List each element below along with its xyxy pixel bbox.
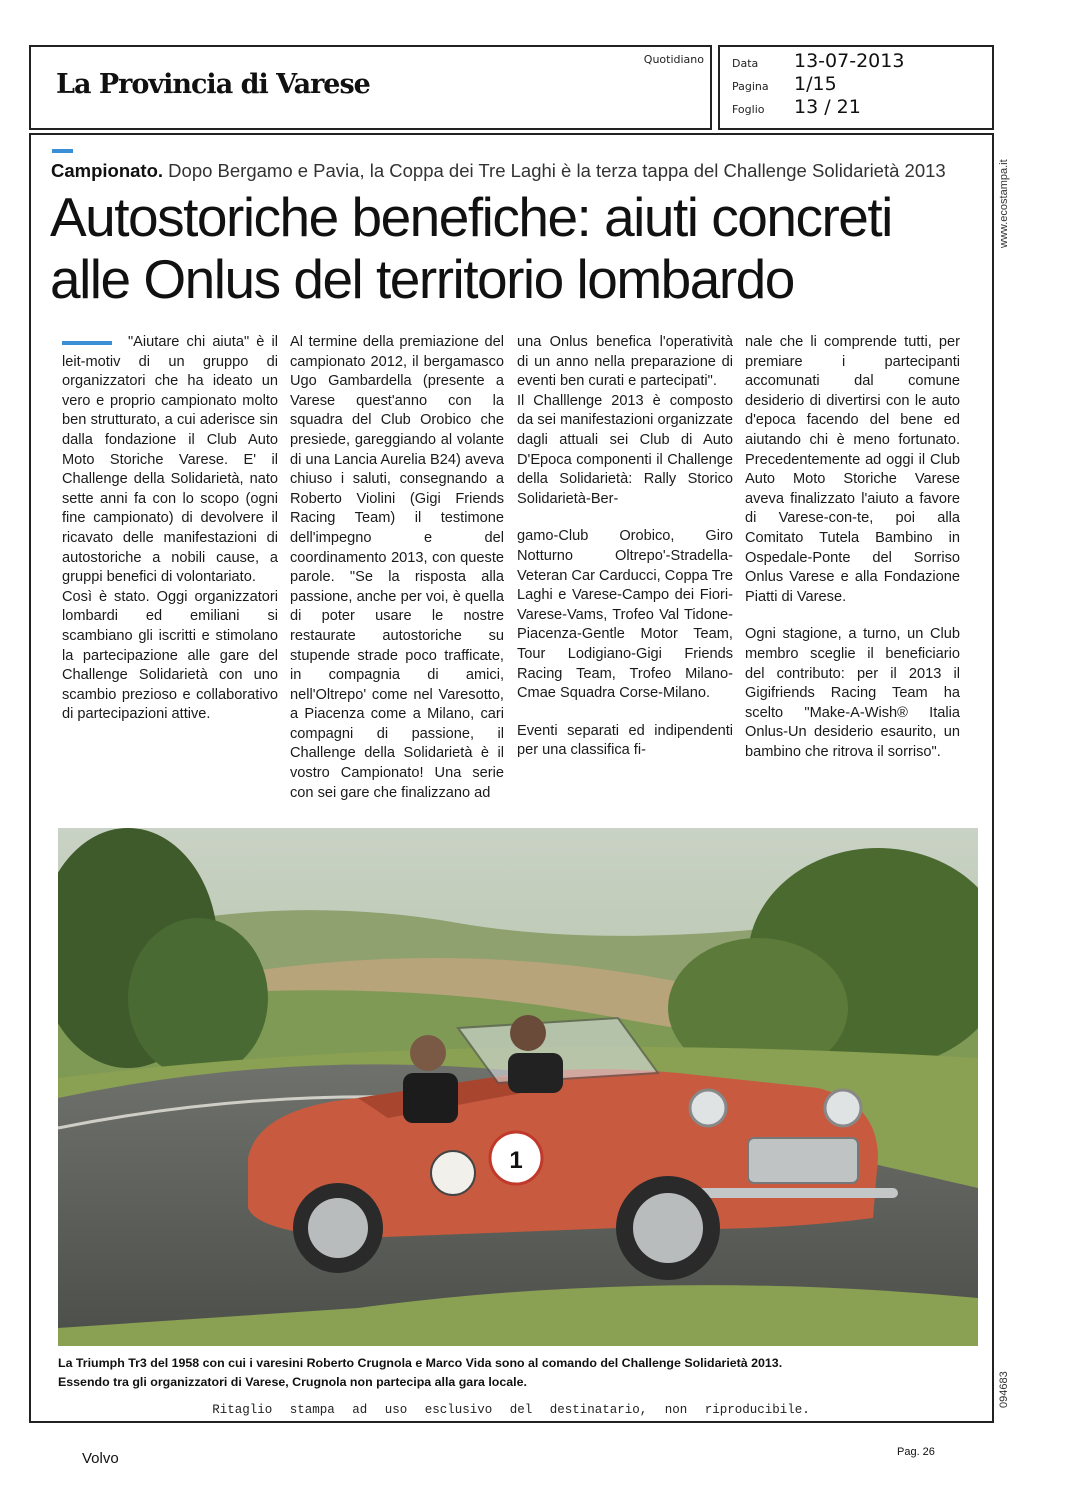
meta-value-date: 13-07-2013 xyxy=(794,50,905,72)
meta-value-sheet: 13 / 21 xyxy=(794,96,861,118)
client-name: Volvo xyxy=(82,1450,119,1467)
metadata-box xyxy=(718,45,994,130)
col3-paragraph-2: Il Challlenge 2013 è composto da sei manifestazioni organizzate dagli attuali sei Club di Auto D'Epoca componenti il Challenge della Solidarietà: Rally Storico Solidarietà-Ber- xyxy=(517,392,733,507)
col1-paragraph-1: "Aiutare chi aiuta" è il leit-motiv di un gruppo di organizzatori che ha ideato un vero e proprio campionato molto ben strutturato, a cui aderisce sin dalla fondazione il Club Auto Moto Storiche Varese. E' il Challenge della Solidarietà, nato sette anni fa con lo scopo (ogni fine campionato) di devolvere il ricavato delle manifestazioni di autostoriche a nobili cause, a gruppi benefici di volontariato. xyxy=(62,334,278,586)
meta-label-page: Pagina xyxy=(732,80,769,93)
edition-label: Quotidiano xyxy=(643,53,704,66)
kicker xyxy=(51,160,981,182)
meta-label-sheet: Foglio xyxy=(732,103,765,116)
article-headline xyxy=(50,186,980,310)
meta-value-page: 1/15 xyxy=(794,73,837,95)
meta-label-date: Data xyxy=(732,57,759,70)
article-photo xyxy=(58,828,978,1346)
lead-accent-bar xyxy=(62,341,112,345)
kicker-label: Campionato. xyxy=(51,160,164,181)
side-code-text: 094683 xyxy=(998,1371,1010,1408)
article-column-4 xyxy=(745,333,960,762)
article-column-1 xyxy=(62,333,278,725)
col4-paragraph-1: nale che li comprende tutti, per premiare i partecipanti accomunati dal comune desiderio di divertirsi con le auto d'epoca facendo del bene ed aiutando chi è meno fortunato. Precedentemente ad oggi il Club Auto Moto Storiche Varese aveva finalizzato l'aiuto a favore di Varese-con-te, poi alla Comitato Tutela Bambino in Ospedale-Ponte del Sorriso Onlus Varese e alla Fondazione Piatti di Varese. xyxy=(745,334,960,605)
side-site-text: www.ecostampa.it xyxy=(998,159,1010,248)
caption-line-2: Essendo tra gli organizzatori di Varese, Crugnola non partecipa alla gara locale. xyxy=(58,1375,527,1389)
caption-line-1: La Triumph Tr3 del 1958 con cui i varesini Roberto Crugnola e Marco Vida sono al comando del Challenge Solidarietà 2013. xyxy=(58,1356,783,1370)
col3-paragraph-1: una Onlus benefica l'operatività di un anno nella preparazione di eventi ben curati e partecipati". xyxy=(517,334,733,390)
col4-paragraph-2: Ogni stagione, a turno, un Club membro sceglie il beneficiario del contributo: per il 2013 il Gigifriends Racing Team ha scelto "Make-A-Wish® Italia Onlus-Un desiderio esaurito, un bambino che ritrova il sorriso". xyxy=(745,626,960,760)
kicker-text: Dopo Bergamo e Pavia, la Coppa dei Tre Laghi è la terza tappa del Challenge Solidarietà 2013 xyxy=(168,160,946,181)
newspaper-masthead: La Provincia di Varese xyxy=(56,69,370,100)
col2-paragraph-1: Al termine della premiazione del campionato 2012, il bergamasco Ugo Gambardella (presente a Varese quest'anno con la squadra del Club Orobico che presiede, gareggiando al volante di una Lancia Aurelia B24) aveva chiuso i saluti, consegnando a Roberto Violini (Gigi Friends Racing Team) il testimone dell'impegno e del coordinamento 2013, con queste parole. "Se la risposta alla passione, anche per voi, è quella di poter usare le nostre restaurate autostoriche su stupende strade poco trafficate, in compagnia di amici, nell'Oltrepo' come nel Varesotto, a Piacenza come a Milano, cari compagni di passione, il Challenge della Solidarietà è il vostro Campionato! Una serie con sei gare che finalizzano ad xyxy=(290,334,504,801)
photo-caption xyxy=(58,1354,978,1392)
article-column-3 xyxy=(517,333,733,761)
col1-paragraph-2: Così è stato. Oggi organizzatori lombardi ed emiliani si scambiano gli iscritti e stimolano la partecipazione alle gare del Challenge Solidarietà con uno scambio prezioso e collaborativo di partecipazioni attive. xyxy=(62,588,278,723)
reproduction-notice: Ritaglio stampa ad uso esclusivo del destinatario, non riproducibile. xyxy=(212,1403,810,1417)
kicker-accent-bar xyxy=(52,149,73,153)
col3-paragraph-3: gamo-Club Orobico, Giro Notturno Oltrepo'-Stradella-Veteran Car Carducci, Coppa Tre Laghi e Varese-Campo dei Fiori-Varese-Vams, Trofeo Val Tidone-Piacenza-Gentle Motor Team, Tour Lodigiano-Gigi Friends Racing Team, Trofeo Milano-Cmae Squadra Corse-Milano. xyxy=(517,528,733,702)
col3-paragraph-4: Eventi separati ed indipendenti per una classifica fi- xyxy=(517,722,733,759)
headline-line-2: alle Onlus del territorio lombardo xyxy=(50,248,794,310)
page-number: Pag. 26 xyxy=(897,1446,935,1458)
article-column-2 xyxy=(290,333,504,803)
vintage-car-photo xyxy=(58,828,978,1346)
headline-line-1: Autostoriche benefiche: aiuti concreti xyxy=(50,186,892,248)
masthead-box xyxy=(29,45,712,130)
race-number: 1 xyxy=(509,1147,523,1174)
